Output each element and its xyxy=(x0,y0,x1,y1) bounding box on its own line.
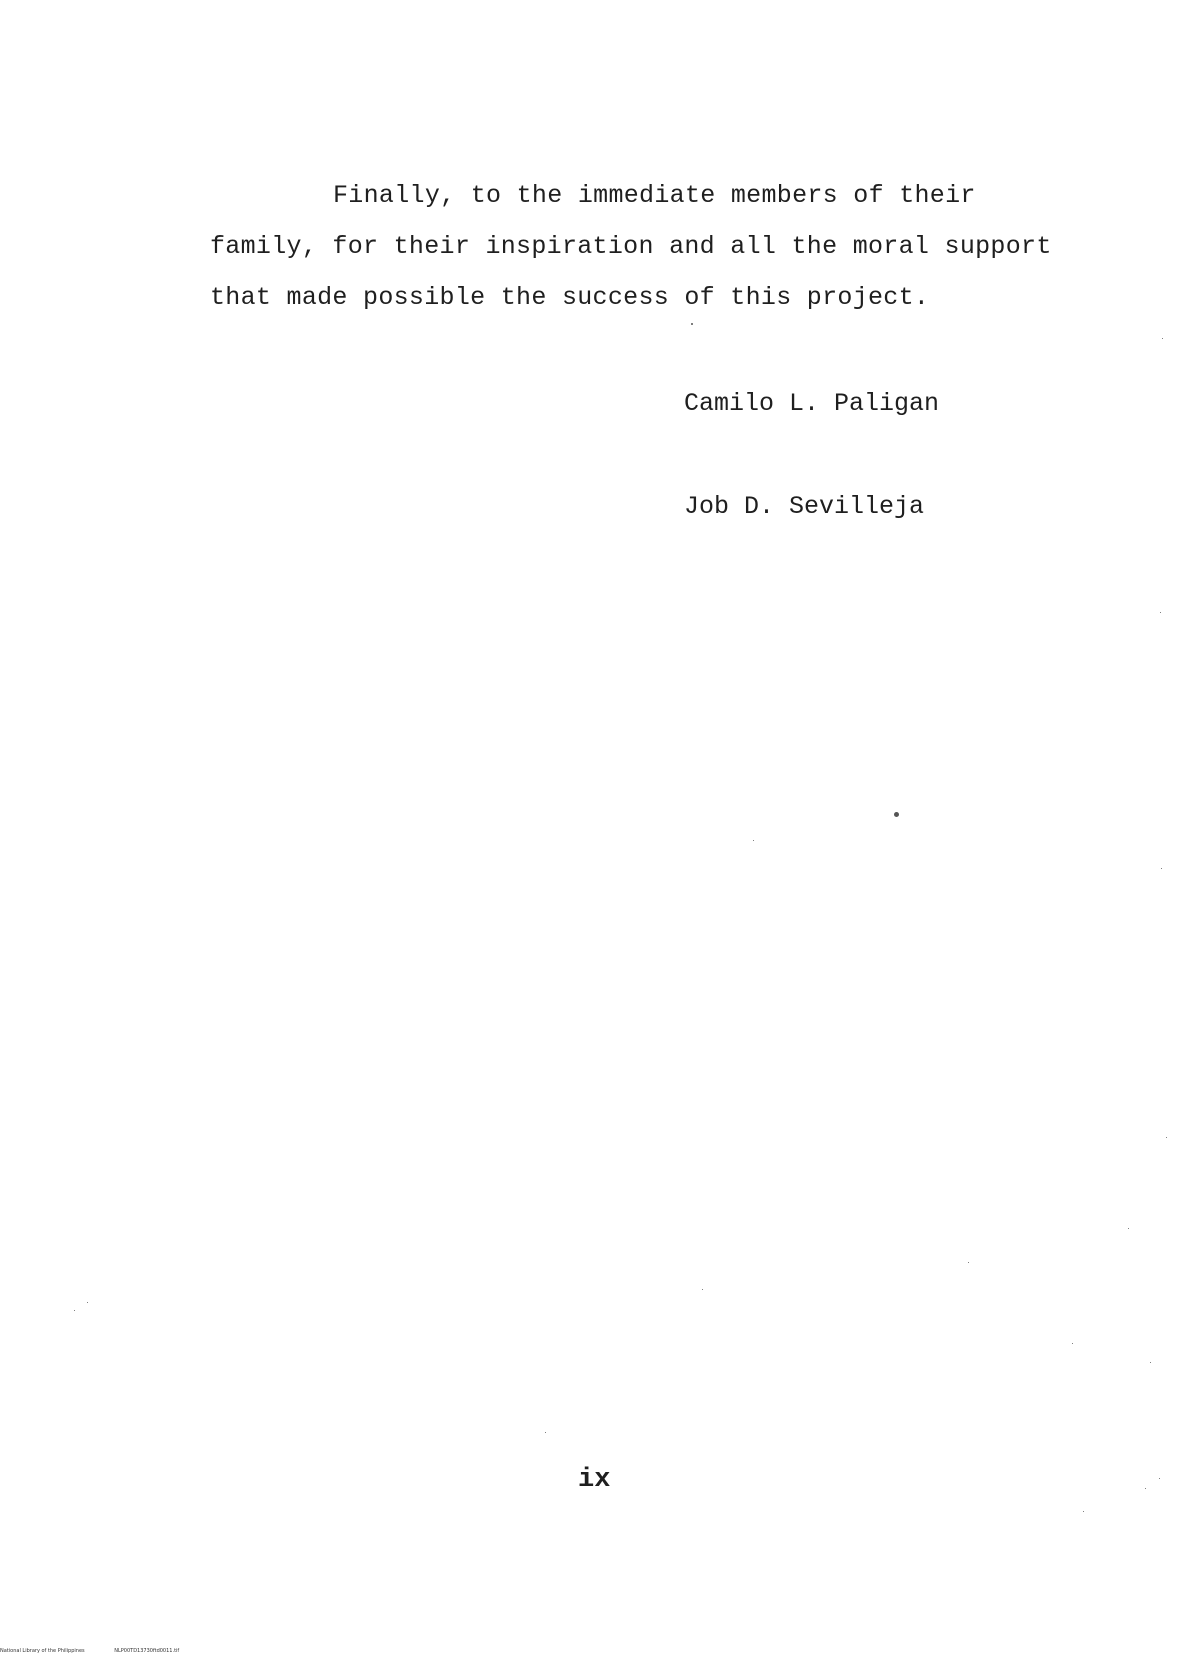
scan-speck xyxy=(1145,1488,1146,1489)
scan-speck xyxy=(87,1302,88,1303)
scan-speck xyxy=(1162,338,1163,339)
footer-library: National Library of the Philippines xyxy=(0,1648,85,1654)
signatory-name: Camilo L. Paligan xyxy=(684,389,940,418)
scan-speck xyxy=(691,323,693,325)
paragraph-line: Finally, to the immediate members of their xyxy=(333,181,976,210)
scan-speck xyxy=(702,1289,703,1290)
scan-speck xyxy=(1083,1511,1084,1512)
scan-speck xyxy=(545,1432,546,1433)
paragraph-line: family, for their inspiration and all the moral support xyxy=(210,232,1052,261)
scan-speck xyxy=(968,1262,969,1263)
scan-speck xyxy=(753,840,754,841)
paragraph-line: that made possible the success of this project. xyxy=(210,283,930,312)
scan-speck xyxy=(1128,1228,1129,1229)
scan-footer xyxy=(0,1648,207,1654)
scan-speck xyxy=(1150,1362,1151,1363)
page-number: ix xyxy=(578,1465,611,1495)
scan-speck xyxy=(1072,1343,1073,1344)
scan-speck xyxy=(1160,612,1161,613)
scan-speck xyxy=(894,812,899,817)
scan-speck xyxy=(1159,1478,1160,1479)
scan-speck xyxy=(1166,1137,1167,1138)
scan-speck xyxy=(74,1310,75,1311)
footer-file: NLP00TD13730ftd0011.tif xyxy=(114,1648,180,1654)
signatory-name: Job D. Sevilleja xyxy=(684,492,925,521)
scan-speck xyxy=(1161,868,1162,869)
